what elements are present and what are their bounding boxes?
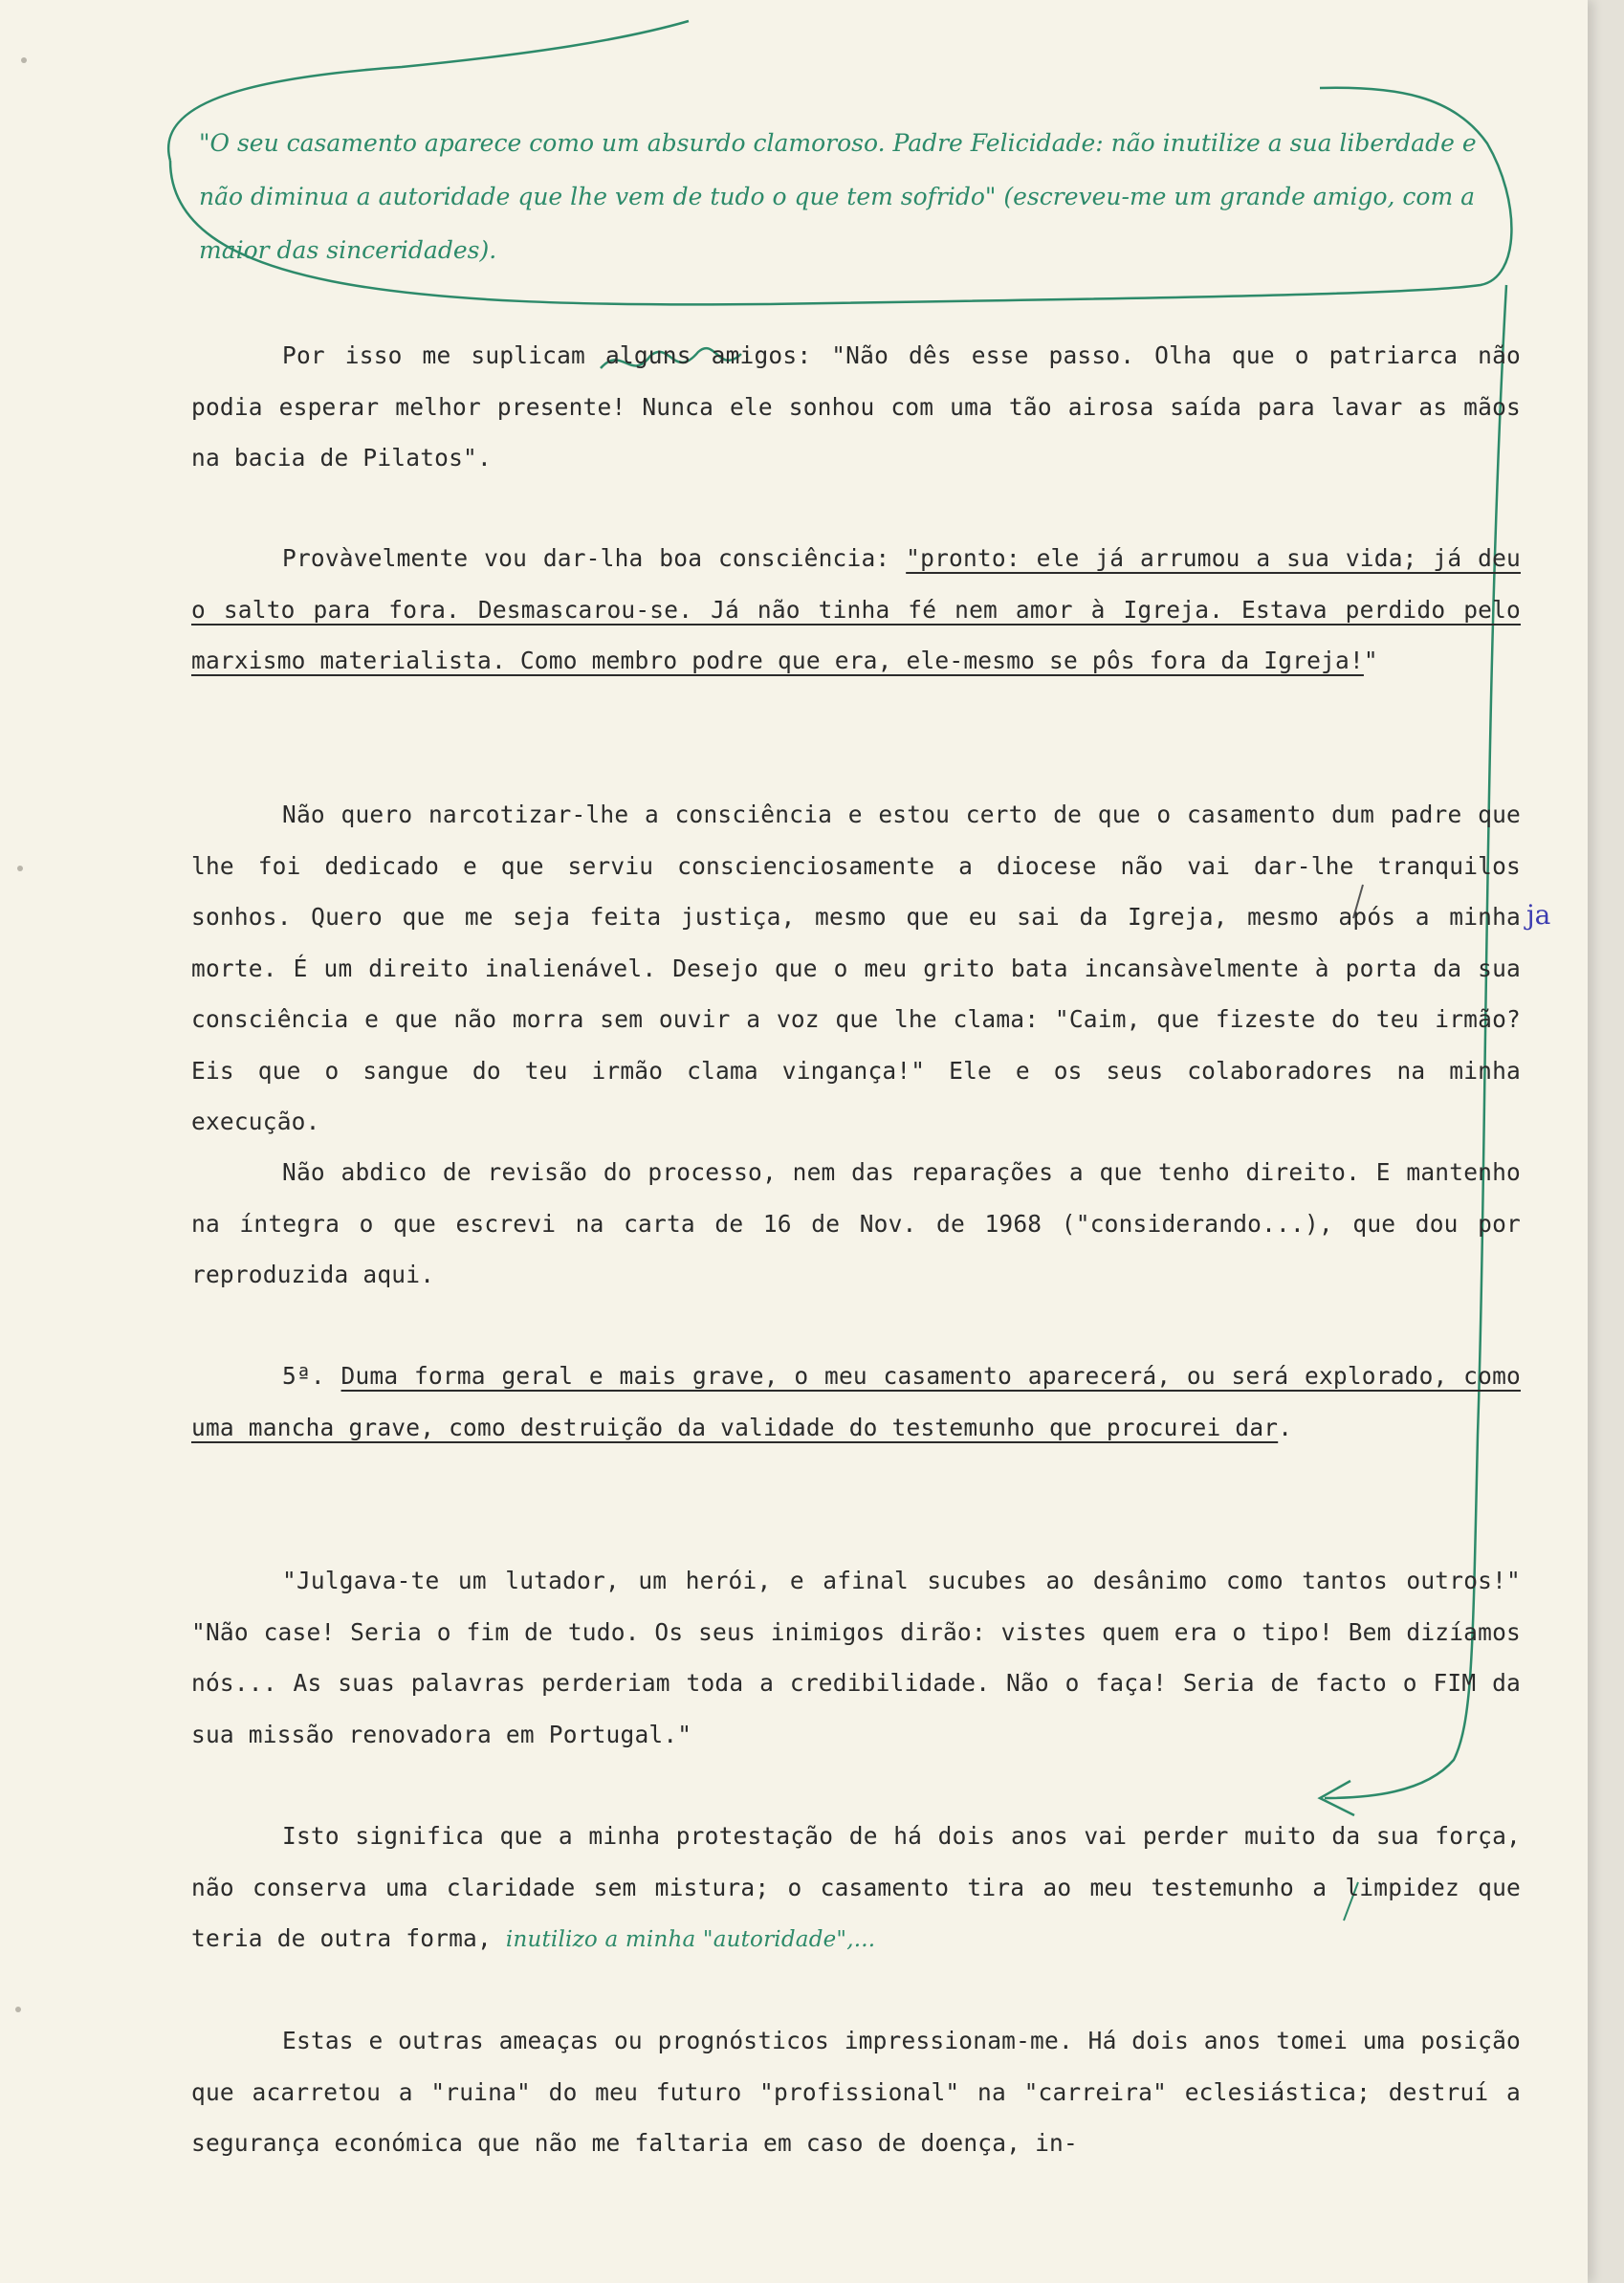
paragraph-lead: Provàvelmente vou dar-lha boa consciência: (282, 544, 907, 572)
handwritten-note: "O seu casamento aparece como um absurdo clamoroso. Padre Felicidade: não inutilize a sua liberdade e não diminua a autoridade que lhe vem de tudo o que tem sofrido" (escreveu-me um grande amigo, com a maior das sinceridades). (199, 129, 1477, 264)
paragraph-text (191, 1350, 1521, 1453)
paragraph-text: "Julgava-te um lutador, um herói, e afinal sucubes ao desânimo como tantos outros!" "Não case! Seria o fim de tudo. Os seus inimigos dirão: vistes quem era o tipo! Bem dizíamos nós... As suas palavras perderiam toda a credibilidade. Não o faça! Seria de facto o FIM da sua missão renovadora em Portugal." (191, 1567, 1521, 1748)
paragraph-end: " (1363, 647, 1378, 674)
typed-paragraph-2 (191, 533, 1521, 687)
typed-paragraph-6 (191, 1555, 1521, 1760)
typed-paragraph-1 (191, 330, 1521, 484)
paragraph-end: . (1278, 1413, 1293, 1441)
paragraph-text: Por isso me suplicam alguns amigos: "Não dês esse passo. Olha que o patriarca não podia esperar melhor presente! Nunca ele sonhou com uma tão airosa saída para lavar as mãos na bacia de Pilatos". (191, 341, 1521, 472)
punch-mark (15, 2007, 21, 2012)
handwritten-insertion: inutilizo a minha "autoridade",... (505, 1927, 876, 1952)
paragraph-text: Não quero narcotizar-lhe a consciência e estou certo de que o casamento dum padre que lhe foi dedicado e que serviu conscienciosamente a diocese não vai dar-lhe tranquilos sonhos. Quero que me seja feita justiça, mesmo que eu sai da Igreja, mesmo após a minha morte. É um direito inalienável. Desejo que o meu grito bata incansàvelmente à porta da sua consciência e que não morra sem ouvir a voz que lhe clama: "Caim, que fizeste do teu irmão? Eis que o sangue do teu irmão clama vingança!" Ele e os seus colaboradores na minha execução. (191, 801, 1521, 1135)
typed-paragraph-3 (191, 789, 1521, 1148)
typed-paragraph-4 (191, 1147, 1521, 1301)
typed-text: Isto significa que a minha protestação de há dois anos vai perder muito da sua força, não conserva uma claridade sem mistura; o casamento tira ao meu testemunho a limpidez que teria de outra forma, (191, 1822, 1521, 1952)
punch-mark (17, 866, 23, 871)
paragraph-text: Estas e outras ameaças ou prognósticos impressionam-me. Há dois anos tomei uma posição que acarretou a "ruina" do meu futuro "profissional" na "carreira" eclesiástica; destruí a segurança económica que não me faltaria em caso de doença, in- (191, 2027, 1521, 2157)
paragraph-text (191, 533, 1521, 687)
typed-paragraph-7 (191, 1811, 1521, 1966)
underlined-quote: "pronto: ele já arrumou a sua vida; já deu o salto para fora. Desmascarou-se. Já não tinha fé nem amor à Igreja. Estava perdido pelo marxismo materialista. Como membro podre que era, ele-mesmo se pôs fora da Igreja! (191, 544, 1521, 674)
typed-paragraph-8 (191, 2015, 1521, 2169)
paragraph-text (191, 1811, 1521, 1966)
typed-paragraph-5 (191, 1350, 1521, 1453)
margin-correction-mark: ja (1526, 899, 1551, 931)
paragraph-text: Não abdico de revisão do processo, nem das reparações a que tenho direito. E mantenho na íntegra o que escrevi na carta de 16 de Nov. de 1968 ("considerando...), que dou por reproduzida aqui. (191, 1158, 1521, 1288)
point-number: 5ª. (282, 1362, 341, 1390)
punch-mark (21, 57, 27, 63)
underlined-statement: Duma forma geral e mais grave, o meu casamento aparecerá, ou será explorado, como uma mancha grave, como destruição da validade do testemunho que procurei dar (191, 1362, 1521, 1441)
